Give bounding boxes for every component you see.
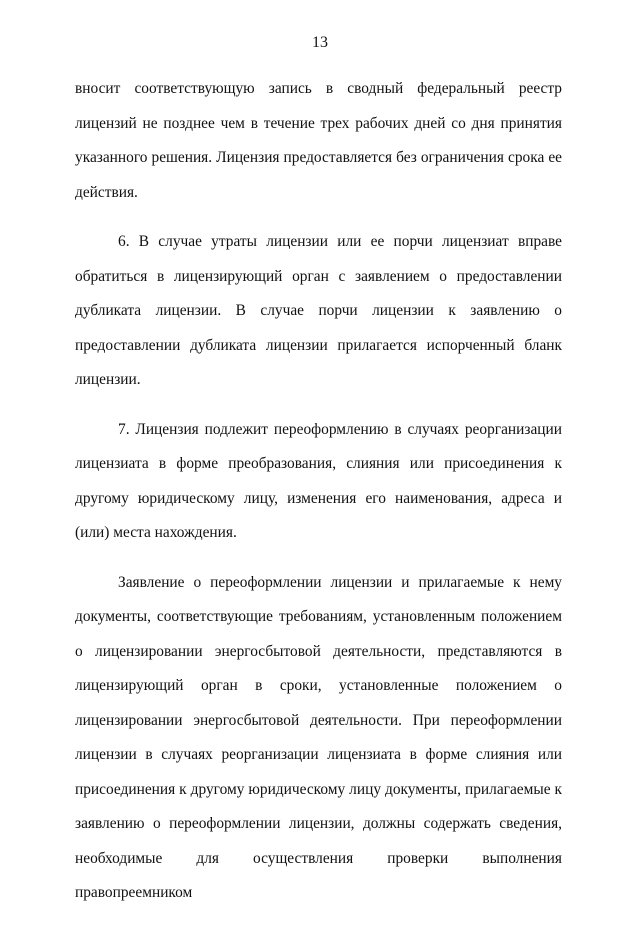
paragraph-4: Заявление о переоформлении лицензии и прилагаемые к нему документы, соответствующие требованиям, установленным положением о лицензировании энергосбытовой деятельности, представляются в лицензирующий орган в сроки, установленные положением о лицензировании энергосбытовой деятельности. При переоформлении лицензии в случаях реорганизации лицензиата в форме слияния или присоединения к другому юридическому лицу документы, прилагаемые к заявлению о переоформлении лицензии, должны содержать сведения, необходимые для осуществления проверки выполнения правопреемником [75,573,562,901]
paragraph-3: 7. Лицензия подлежит переоформлению в случаях реорганизации лицензиата в форме преобразования, слияния или присоединения к другому юридическому лицу, изменения его наименования, адреса и (или) места нахождения. [75,420,562,541]
document-body [75,72,562,926]
paragraph-1: вносит соответствующую запись в сводный федеральный реестр лицензий не позднее чем в течение трех рабочих дней со дня принятия указанного решения. Лицензия предоставляется без ограничения срока ее действия. [75,80,562,201]
page-number: 13 [312,34,328,51]
paragraph-2: 6. В случае утраты лицензии или ее порчи лицензиат вправе обратиться в лицензирующий орган с заявлением о предоставлении дубликата лицензии. В случае порчи лицензии к заявлению о предоставлении дубликата лицензии прилагается испорченный бланк лицензии. [75,233,562,388]
